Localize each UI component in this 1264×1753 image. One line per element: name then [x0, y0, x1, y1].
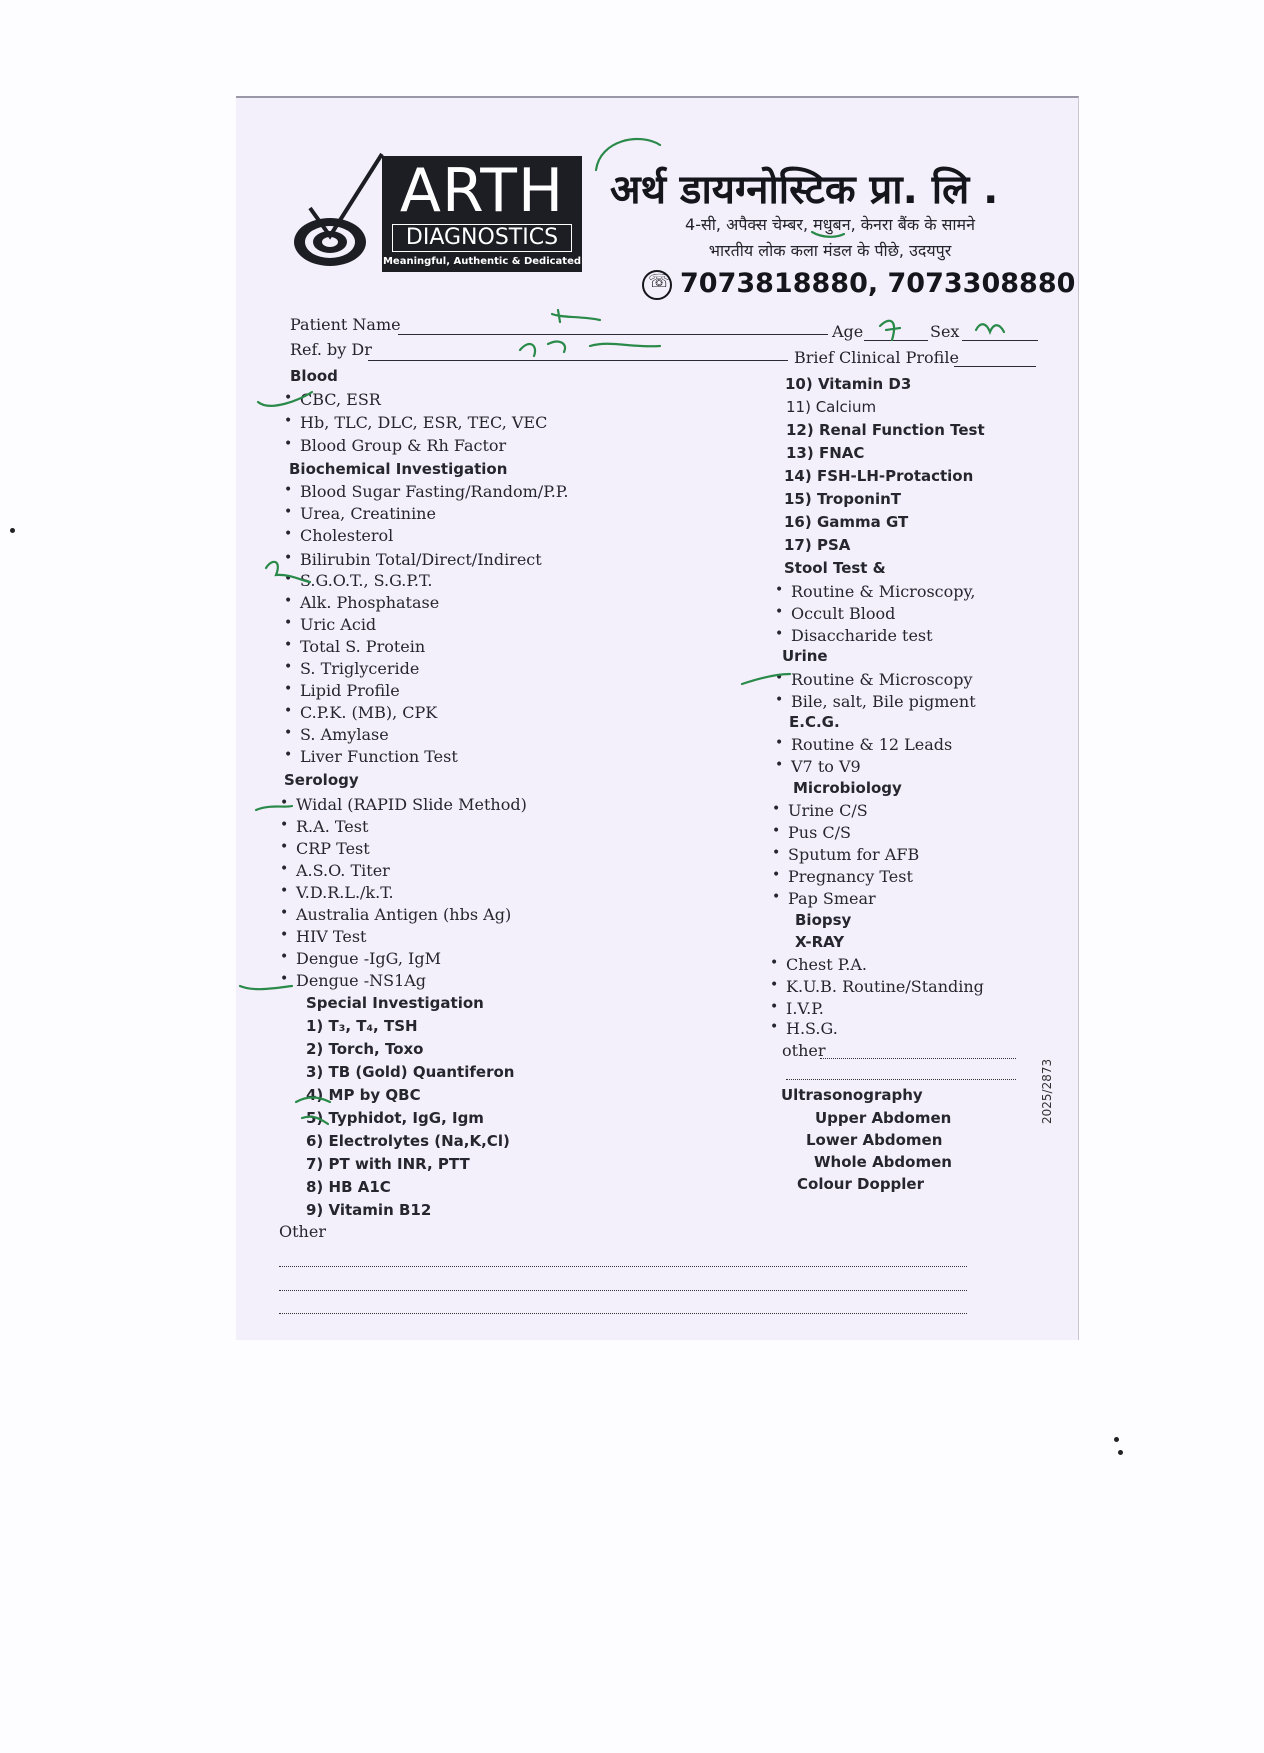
- test-item[interactable]: • Blood Group & Rh Factor: [284, 436, 506, 455]
- test-item[interactable]: • Urea, Creatinine: [284, 504, 436, 523]
- test-item[interactable]: 12) Renal Function Test: [786, 421, 985, 439]
- test-item[interactable]: • Urine C/S: [772, 801, 868, 820]
- brand-name: ARTH: [399, 156, 565, 226]
- test-item[interactable]: 4) MP by QBC: [306, 1086, 421, 1104]
- test-item[interactable]: • Dengue -IgG, IgM: [280, 949, 441, 968]
- test-item[interactable]: 11) Calcium: [786, 398, 877, 416]
- test-item[interactable]: • Bilirubin Total/Direct/Indirect: [284, 550, 542, 569]
- test-item[interactable]: 7) PT with INR, PTT: [306, 1155, 470, 1173]
- test-item[interactable]: • Lipid Profile: [284, 681, 400, 700]
- test-item[interactable]: • Total S. Protein: [284, 637, 425, 656]
- sex-field[interactable]: [962, 340, 1038, 341]
- test-item[interactable]: • Dengue -NS1Ag: [280, 971, 426, 990]
- test-item[interactable]: • K.U.B. Routine/Standing: [770, 977, 984, 996]
- test-item[interactable]: • Cholesterol: [284, 526, 393, 545]
- test-item[interactable]: 17) PSA: [784, 536, 851, 554]
- test-item[interactable]: • CBC, ESR: [284, 390, 381, 409]
- test-item[interactable]: • A.S.O. Titer: [280, 861, 390, 880]
- scan-speck: [1118, 1450, 1123, 1455]
- test-item[interactable]: • Alk. Phosphatase: [284, 593, 439, 612]
- scan-speck: [1114, 1437, 1119, 1442]
- test-item[interactable]: Whole Abdomen: [814, 1153, 952, 1171]
- section-urine: Urine: [782, 647, 828, 665]
- target-check-logo-icon: [290, 150, 388, 274]
- section-biopsy[interactable]: Biopsy: [795, 911, 852, 929]
- test-item[interactable]: • Sputum for AFB: [772, 845, 919, 864]
- other-label-right: other: [782, 1041, 826, 1060]
- test-item[interactable]: • Disaccharide test: [775, 626, 933, 645]
- ref-doctor-field[interactable]: [368, 360, 788, 361]
- phone-text: 7073818880, 7073308880: [680, 268, 1076, 299]
- section-microbiology: Microbiology: [793, 779, 902, 797]
- clinical-profile-label: Brief Clinical Profile: [794, 348, 959, 367]
- test-item[interactable]: 13) FNAC: [786, 444, 865, 462]
- test-item[interactable]: • R.A. Test: [280, 817, 368, 836]
- test-item[interactable]: 10) Vitamin D3: [785, 375, 912, 393]
- test-item[interactable]: • Routine & 12 Leads: [775, 735, 952, 754]
- brand-subtitle: DIAGNOSTICS: [392, 224, 572, 252]
- other-line-right-1[interactable]: [820, 1058, 1016, 1059]
- section-ultrasonography: Ultrasonography: [781, 1086, 923, 1104]
- test-item[interactable]: Lower Abdomen: [806, 1131, 943, 1149]
- patient-name-label: Patient Name: [290, 315, 401, 334]
- test-item[interactable]: 1) T₃, T₄, TSH: [306, 1017, 418, 1035]
- test-item[interactable]: • Pus C/S: [772, 823, 851, 842]
- other-line-3[interactable]: [279, 1313, 967, 1314]
- test-item[interactable]: 2) Torch, Toxo: [306, 1040, 424, 1058]
- other-line-2[interactable]: [279, 1290, 967, 1291]
- test-item[interactable]: • S. Amylase: [284, 725, 389, 744]
- test-item[interactable]: 15) TroponinT: [784, 490, 902, 508]
- other-label: Other: [279, 1222, 326, 1241]
- form-code: 2025/2873: [1040, 1058, 1054, 1124]
- scan-speck: [10, 528, 15, 533]
- hindi-address-line-1: 4-सी, अपैक्स चेम्बर, मधुबन, केनरा बैंक के सामने: [685, 215, 975, 234]
- test-item[interactable]: • Occult Blood: [775, 604, 895, 623]
- test-item[interactable]: 16) Gamma GT: [784, 513, 909, 531]
- test-item[interactable]: • Liver Function Test: [284, 747, 458, 766]
- test-item[interactable]: 14) FSH-LH-Protaction: [784, 467, 974, 485]
- brand-tagline: Meaningful, Authentic & Dedicated: [382, 256, 582, 267]
- test-item[interactable]: 6) Electrolytes (Na,K,Cl): [306, 1132, 510, 1150]
- test-item[interactable]: 5) Typhidot, IgG, Igm: [306, 1109, 484, 1127]
- phone-numbers: [642, 268, 1075, 300]
- phone-icon: [642, 270, 672, 300]
- section-blood: Blood: [290, 367, 338, 385]
- test-item[interactable]: • I.V.P.: [770, 999, 824, 1018]
- test-item[interactable]: • Chest P.A.: [770, 955, 867, 974]
- test-item[interactable]: • Widal (RAPID Slide Method): [280, 795, 527, 814]
- test-item[interactable]: • V7 to V9: [775, 757, 861, 776]
- test-item[interactable]: • Blood Sugar Fasting/Random/P.P.: [284, 482, 568, 501]
- section-ecg: E.C.G.: [789, 713, 840, 731]
- clinical-profile-field[interactable]: [954, 366, 1036, 367]
- test-item[interactable]: • Routine & Microscopy: [775, 670, 973, 689]
- test-item[interactable]: • V.D.R.L./k.T.: [280, 883, 394, 902]
- test-item[interactable]: • C.P.K. (MB), CPK: [284, 703, 437, 722]
- test-item[interactable]: Upper Abdomen: [815, 1109, 952, 1127]
- test-item[interactable]: • Pregnancy Test: [772, 867, 913, 886]
- section-stool: Stool Test &: [784, 559, 886, 577]
- section-biochemical: Biochemical Investigation: [289, 460, 508, 478]
- test-item[interactable]: • H.S.G.: [770, 1019, 838, 1038]
- test-item[interactable]: 8) HB A1C: [306, 1178, 391, 1196]
- section-serology: Serology: [284, 771, 359, 789]
- test-item[interactable]: • Hb, TLC, DLC, ESR, TEC, VEC: [284, 413, 547, 432]
- test-item[interactable]: • HIV Test: [280, 927, 366, 946]
- ref-doctor-label: Ref. by Dr: [290, 340, 372, 359]
- test-item[interactable]: • Routine & Microscopy,: [775, 582, 976, 601]
- test-item[interactable]: • CRP Test: [280, 839, 370, 858]
- sex-label: Sex: [930, 322, 960, 341]
- test-item[interactable]: • Uric Acid: [284, 615, 376, 634]
- test-item[interactable]: 9) Vitamin B12: [306, 1201, 432, 1219]
- other-line-right-2[interactable]: [786, 1079, 1016, 1080]
- section-special-investigation: Special Investigation: [306, 994, 484, 1012]
- hindi-company-name: अर्थ डायग्नोस्टिक प्रा. लि .: [610, 167, 999, 213]
- hindi-address-line-2: भारतीय लोक कला मंडल के पीछे, उदयपुर: [708, 241, 952, 260]
- patient-name-field[interactable]: [398, 334, 828, 335]
- test-item[interactable]: • S. Triglyceride: [284, 659, 419, 678]
- brand-logo-box: [382, 156, 582, 272]
- hindi-address: [640, 212, 1020, 264]
- other-line-1[interactable]: [279, 1266, 967, 1267]
- test-item[interactable]: • Australia Antigen (hbs Ag): [280, 905, 511, 924]
- test-item[interactable]: • S.G.O.T., S.G.P.T.: [284, 571, 432, 590]
- test-item[interactable]: • Pap Smear: [772, 889, 876, 908]
- test-item[interactable]: • Bile, salt, Bile pigment: [775, 692, 976, 711]
- age-label: Age: [832, 322, 864, 341]
- test-item[interactable]: Colour Doppler: [797, 1175, 925, 1193]
- age-field[interactable]: [864, 340, 928, 341]
- section-xray: X-RAY: [795, 933, 845, 951]
- test-item[interactable]: 3) TB (Gold) Quantiferon: [306, 1063, 515, 1081]
